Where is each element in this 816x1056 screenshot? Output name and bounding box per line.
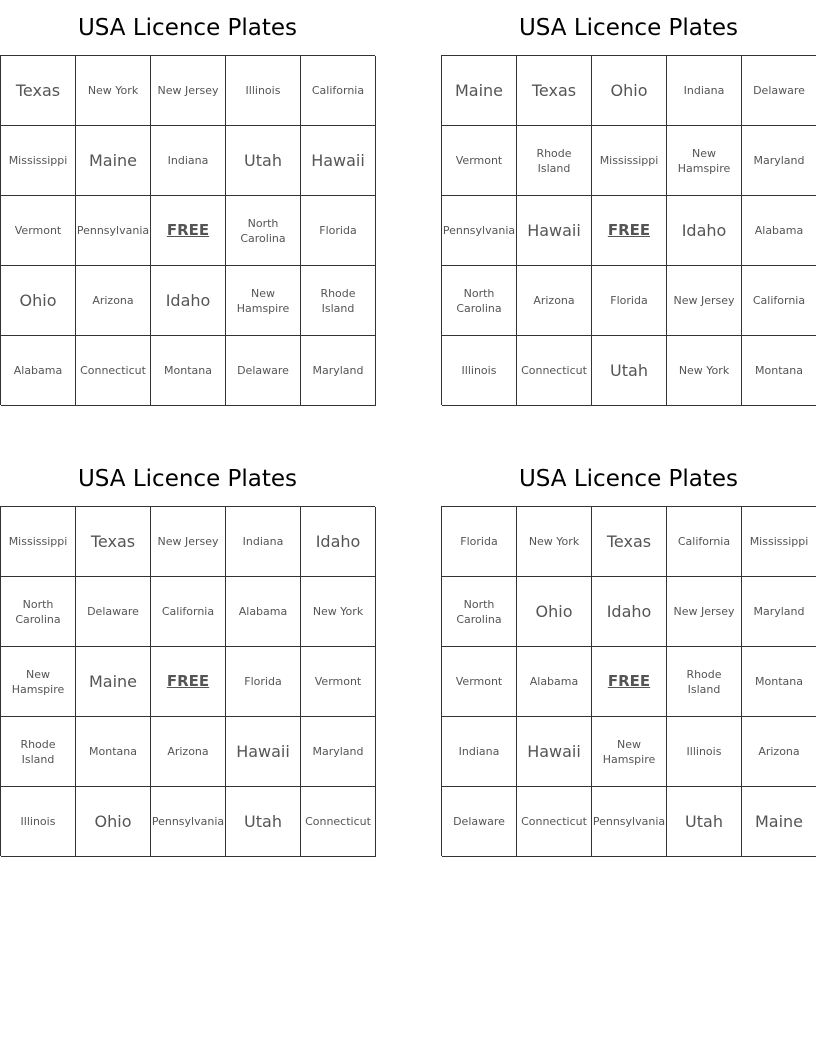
bingo-cell: Connecticut [301, 787, 376, 857]
bingo-cell: Ohio [592, 56, 667, 126]
card-title: USA Licence Plates [518, 466, 739, 492]
bingo-cell: Arizona [76, 266, 151, 336]
card-title: USA Licence Plates [77, 466, 298, 492]
free-space-cell: FREE [592, 196, 667, 266]
bingo-card-1 [0, 0, 375, 405]
bingo-cell: Texas [517, 56, 592, 126]
bingo-grid [0, 506, 375, 856]
bingo-cell: New Jersey [667, 266, 742, 336]
bingo-cell: Mississippi [742, 507, 816, 577]
bingo-grid [441, 55, 816, 405]
bingo-cell: Utah [667, 787, 742, 857]
bingo-cell: Alabama [517, 647, 592, 717]
card-title: USA Licence Plates [77, 15, 298, 41]
free-space-cell: FREE [592, 647, 667, 717]
bingo-cell: Idaho [667, 196, 742, 266]
bingo-cell: Texas [1, 56, 76, 126]
bingo-cell: Ohio [76, 787, 151, 857]
bingo-cell: Maine [76, 126, 151, 196]
bingo-cell: Connecticut [517, 787, 592, 857]
bingo-cell: Pennsylvania [442, 196, 517, 266]
bingo-cell: Illinois [667, 717, 742, 787]
bingo-cell: Indiana [667, 56, 742, 126]
bingo-cell: Rhode Island [1, 717, 76, 787]
bingo-cell: Mississippi [1, 126, 76, 196]
bingo-cell: New Jersey [667, 577, 742, 647]
bingo-cell: North Carolina [226, 196, 301, 266]
bingo-cell: Maryland [301, 717, 376, 787]
bingo-cell: New York [517, 507, 592, 577]
bingo-cell: Maine [742, 787, 816, 857]
bingo-cell: Vermont [442, 126, 517, 196]
bingo-cell: New Hamspire [667, 126, 742, 196]
bingo-cell: Rhode Island [667, 647, 742, 717]
bingo-cell: Montana [151, 336, 226, 406]
bingo-cell: Arizona [151, 717, 226, 787]
bingo-cell: Illinois [1, 787, 76, 857]
bingo-cell: Delaware [76, 577, 151, 647]
bingo-cell: North Carolina [1, 577, 76, 647]
bingo-grid [0, 55, 375, 405]
bingo-cell: New Hamspire [592, 717, 667, 787]
bingo-cell: Connecticut [76, 336, 151, 406]
bingo-cell: Florida [592, 266, 667, 336]
bingo-cell: Idaho [151, 266, 226, 336]
bingo-cell: Utah [226, 126, 301, 196]
bingo-cell: Maine [76, 647, 151, 717]
bingo-cell: Delaware [226, 336, 301, 406]
bingo-cell: Montana [742, 336, 816, 406]
card-title: USA Licence Plates [518, 15, 739, 41]
bingo-cell: Montana [76, 717, 151, 787]
bingo-cell: Pennsylvania [592, 787, 667, 857]
bingo-cell: New Hamspire [226, 266, 301, 336]
bingo-card-2 [441, 0, 816, 405]
bingo-cell: Arizona [742, 717, 816, 787]
bingo-cell: Florida [442, 507, 517, 577]
bingo-cell: New York [667, 336, 742, 406]
bingo-cell: New Jersey [151, 507, 226, 577]
bingo-cell: Ohio [517, 577, 592, 647]
bingo-cell: Maryland [301, 336, 376, 406]
bingo-cell: Texas [592, 507, 667, 577]
bingo-cell: Rhode Island [517, 126, 592, 196]
free-space-cell: FREE [151, 647, 226, 717]
bingo-cell: Arizona [517, 266, 592, 336]
bingo-cell: Hawaii [517, 196, 592, 266]
bingo-cell: Texas [76, 507, 151, 577]
bingo-cell: Illinois [442, 336, 517, 406]
bingo-cell: California [667, 507, 742, 577]
bingo-cell: Pennsylvania [151, 787, 226, 857]
bingo-cell: California [151, 577, 226, 647]
bingo-cell: California [301, 56, 376, 126]
bingo-cell: Hawaii [226, 717, 301, 787]
bingo-cell: New Hamspire [1, 647, 76, 717]
bingo-cell: Rhode Island [301, 266, 376, 336]
bingo-cell: Hawaii [517, 717, 592, 787]
bingo-cell: Vermont [301, 647, 376, 717]
bingo-cell: Delaware [442, 787, 517, 857]
bingo-card-4 [441, 451, 816, 856]
bingo-cell: Illinois [226, 56, 301, 126]
bingo-cell: Indiana [151, 126, 226, 196]
bingo-cell: Utah [226, 787, 301, 857]
bingo-cell: Vermont [1, 196, 76, 266]
bingo-cell: Florida [226, 647, 301, 717]
bingo-cell: California [742, 266, 816, 336]
bingo-cell: Maryland [742, 126, 816, 196]
bingo-cell: Delaware [742, 56, 816, 126]
bingo-cell: Maine [442, 56, 517, 126]
bingo-cell: Hawaii [301, 126, 376, 196]
bingo-cell: Idaho [592, 577, 667, 647]
bingo-cell: Alabama [226, 577, 301, 647]
bingo-grid [441, 506, 816, 856]
bingo-cell: New York [76, 56, 151, 126]
free-space-cell: FREE [151, 196, 226, 266]
bingo-cell: Florida [301, 196, 376, 266]
bingo-cell: Alabama [742, 196, 816, 266]
bingo-cell: Ohio [1, 266, 76, 336]
bingo-cell: Mississippi [592, 126, 667, 196]
bingo-cell: Connecticut [517, 336, 592, 406]
bingo-cell: Vermont [442, 647, 517, 717]
bingo-cell: Indiana [226, 507, 301, 577]
bingo-cell: North Carolina [442, 577, 517, 647]
bingo-card-3 [0, 451, 375, 856]
bingo-cell: Utah [592, 336, 667, 406]
bingo-cell: Idaho [301, 507, 376, 577]
bingo-cell: Maryland [742, 577, 816, 647]
bingo-cell: Montana [742, 647, 816, 717]
bingo-cell: Pennsylvania [76, 196, 151, 266]
bingo-cell: Mississippi [1, 507, 76, 577]
bingo-cell: New Jersey [151, 56, 226, 126]
bingo-cell: New York [301, 577, 376, 647]
bingo-cell: North Carolina [442, 266, 517, 336]
bingo-cell: Alabama [1, 336, 76, 406]
bingo-cell: Indiana [442, 717, 517, 787]
